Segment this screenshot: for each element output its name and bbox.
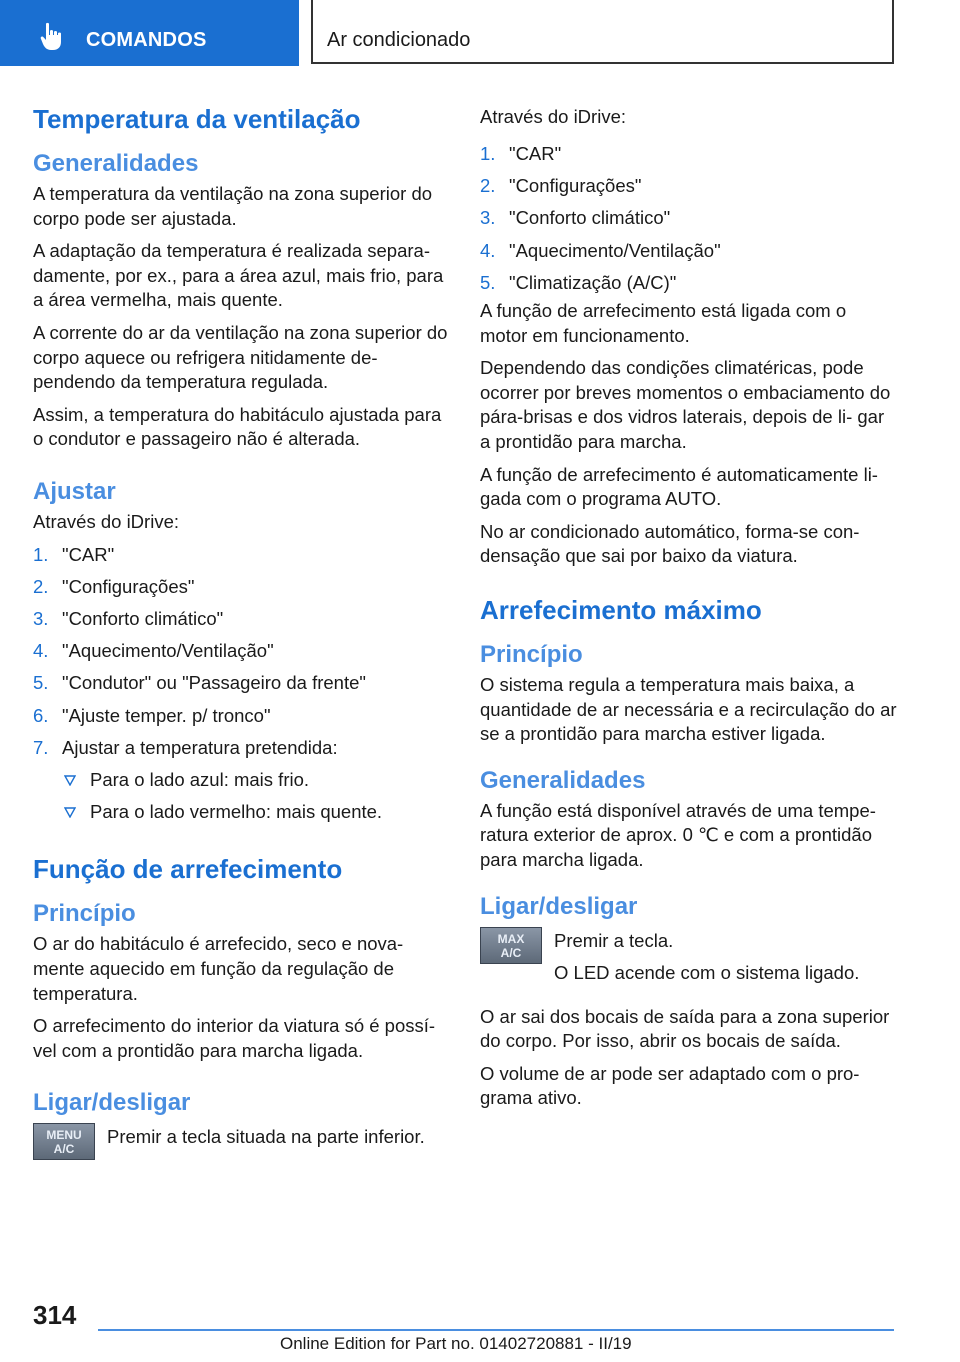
left-column bbox=[33, 100, 451, 1163]
step-text: "Conforto climático" bbox=[509, 207, 671, 229]
heading-on-off: Ligar/desligar bbox=[33, 1089, 191, 1117]
hand-pointer-icon bbox=[40, 22, 66, 52]
step-number: 2. bbox=[480, 175, 496, 197]
menu-ac-button-row bbox=[33, 1121, 451, 1163]
list-item bbox=[33, 667, 451, 699]
list-item bbox=[33, 796, 451, 828]
led-note: O LED acende com o sistema ligado. bbox=[554, 961, 860, 983]
paragraph: A função está disponível através de uma tempe- ratura exterior de aprox. 0 ℃ e com a prontidão para marcha ligada. bbox=[480, 799, 876, 870]
step-number: 5. bbox=[33, 672, 49, 694]
sub-text: Para o lado azul: mais frio. bbox=[90, 768, 310, 790]
list-item bbox=[33, 764, 451, 796]
paragraph: A função de arrefecimento está ligada com o motor em funcionamento. bbox=[480, 300, 847, 346]
step-number: 3. bbox=[33, 607, 49, 629]
paragraph: O volume de ar pode ser adaptado com o pro- grama ativo. bbox=[480, 1062, 860, 1109]
list-item bbox=[480, 202, 898, 234]
max-ac-button-row bbox=[480, 925, 898, 997]
section-title: Ar condicionado bbox=[327, 29, 471, 51]
step-text: Ajustar a temperatura pretendida: bbox=[62, 736, 338, 758]
sub-list bbox=[33, 764, 451, 828]
step-text: "Configurações" bbox=[62, 575, 195, 597]
heading-principle: Princípio bbox=[33, 900, 136, 928]
triangle-bullet-icon bbox=[64, 775, 76, 786]
idrive-intro: Através do iDrive: bbox=[480, 106, 626, 127]
step-number: 3. bbox=[480, 207, 496, 229]
heading-max-cooling: Arrefecimento máximo bbox=[480, 594, 762, 625]
menu-ac-key-icon bbox=[33, 1123, 95, 1160]
page-number: 314 bbox=[33, 1300, 77, 1330]
paragraph: A função de arrefecimento é automaticamente li- gada com o programa AUTO. bbox=[480, 463, 878, 510]
triangle-bullet-icon bbox=[64, 807, 76, 818]
step-text: "CAR" bbox=[509, 143, 562, 164]
step-text: "Aquecimento/Ventilação" bbox=[509, 239, 721, 261]
heading-adjust: Ajustar bbox=[33, 477, 116, 505]
page-header bbox=[0, 0, 960, 66]
paragraph: O arrefecimento do interior da viatura só é possí- vel com a prontidão para marcha ligada. bbox=[33, 1015, 436, 1061]
sub-text: Para o lado vermelho: mais quente. bbox=[90, 801, 383, 823]
list-item bbox=[33, 603, 451, 635]
footer-divider bbox=[98, 1329, 894, 1331]
step-text: "Configurações" bbox=[509, 175, 642, 197]
paragraph: O ar do habitáculo é arrefecido, seco e nova- mente aquecido em função da regulação de temperatura. bbox=[33, 933, 404, 1004]
step-text: "Ajuste temper. p/ tronco" bbox=[62, 704, 271, 726]
chapter-title: COMANDOS bbox=[86, 29, 207, 51]
step-number: 1. bbox=[480, 143, 496, 164]
list-item bbox=[480, 138, 898, 170]
step-number: 1. bbox=[33, 543, 49, 565]
list-item bbox=[33, 732, 451, 764]
paragraph: A corrente do ar da ventilação na zona superior do corpo aquece ou refrigera nitidamente de- pendendo da temperatura regulada. bbox=[33, 321, 448, 393]
step-text: "CAR" bbox=[62, 543, 115, 565]
step-number: 7. bbox=[33, 736, 49, 758]
list-item bbox=[480, 267, 898, 299]
paragraph: Assim, a temperatura do habitáculo ajustada para o condutor e passageiro não é alterada. bbox=[33, 403, 442, 450]
step-text: "Aquecimento/Ventilação" bbox=[62, 640, 274, 662]
edition-note: Online Edition for Part no. 01402720881 - II/19 bbox=[280, 1334, 632, 1353]
key-label: MAX bbox=[497, 931, 525, 946]
heading-principle: Princípio bbox=[480, 640, 583, 668]
idrive-intro: Através do iDrive: bbox=[33, 510, 179, 532]
list-item bbox=[33, 635, 451, 667]
heading-general: Generalidades bbox=[480, 766, 646, 794]
list-item bbox=[480, 170, 898, 202]
list-item bbox=[480, 235, 898, 267]
key-label: A/C bbox=[500, 945, 522, 960]
heading-general: Generalidades bbox=[33, 150, 199, 177]
list-item bbox=[33, 539, 451, 571]
paragraph: O sistema regula a temperatura mais baixa, a quantidade de ar necessária e a recirculação do ar se a prontidão para marcha estiver ligada. bbox=[480, 673, 897, 745]
heading-on-off: Ligar/desligar bbox=[480, 892, 638, 920]
section-tab bbox=[311, 0, 894, 64]
paragraph: Dependendo das condições climatéricas, pode ocorrer por breves momentos o embaciamento do pára-brisas e dos vidros laterais, depois de li- gar a prontidão para marcha. bbox=[480, 357, 891, 452]
heading-vent-temperature: Temperatura da ventilação bbox=[33, 104, 361, 134]
max-ac-key-icon bbox=[480, 927, 542, 964]
step-number: 6. bbox=[33, 704, 49, 726]
right-column bbox=[480, 100, 898, 1111]
key-label: A/C bbox=[53, 1142, 75, 1157]
key-label: MENU bbox=[46, 1128, 82, 1143]
press-instruction: Premir a tecla. bbox=[554, 929, 674, 951]
step-number: 4. bbox=[480, 239, 496, 261]
list-item bbox=[33, 571, 451, 603]
paragraph: No ar condicionado automático, forma-se con- densação que sai por baixo da viatura. bbox=[480, 520, 860, 567]
paragraph: A adaptação da temperatura é realizada separa- damente, por ex., para a área azul, mais frio, para a área vermelha, mais quente. bbox=[33, 240, 444, 311]
press-instruction: Premir a tecla situada na parte inferior. bbox=[107, 1126, 425, 1148]
paragraph: O ar sai dos bocais de saída para a zona superior do corpo. Por isso, abrir os bocais de saída. bbox=[480, 1005, 890, 1052]
list-item bbox=[33, 700, 451, 732]
step-number: 5. bbox=[480, 271, 496, 293]
paragraph: A temperatura da ventilação na zona superior do corpo pode ser ajustada. bbox=[33, 183, 433, 229]
step-text: "Conforto climático" bbox=[62, 607, 224, 629]
chapter-tab bbox=[0, 0, 299, 66]
heading-cooling-function: Função de arrefecimento bbox=[33, 854, 343, 885]
steps-list bbox=[480, 138, 898, 299]
steps-list bbox=[33, 539, 451, 764]
step-number: 2. bbox=[33, 575, 49, 597]
step-text: "Climatização (A/C)" bbox=[509, 271, 677, 293]
step-number: 4. bbox=[33, 640, 49, 662]
step-text: "Condutor" ou "Passageiro da frente" bbox=[62, 672, 366, 694]
